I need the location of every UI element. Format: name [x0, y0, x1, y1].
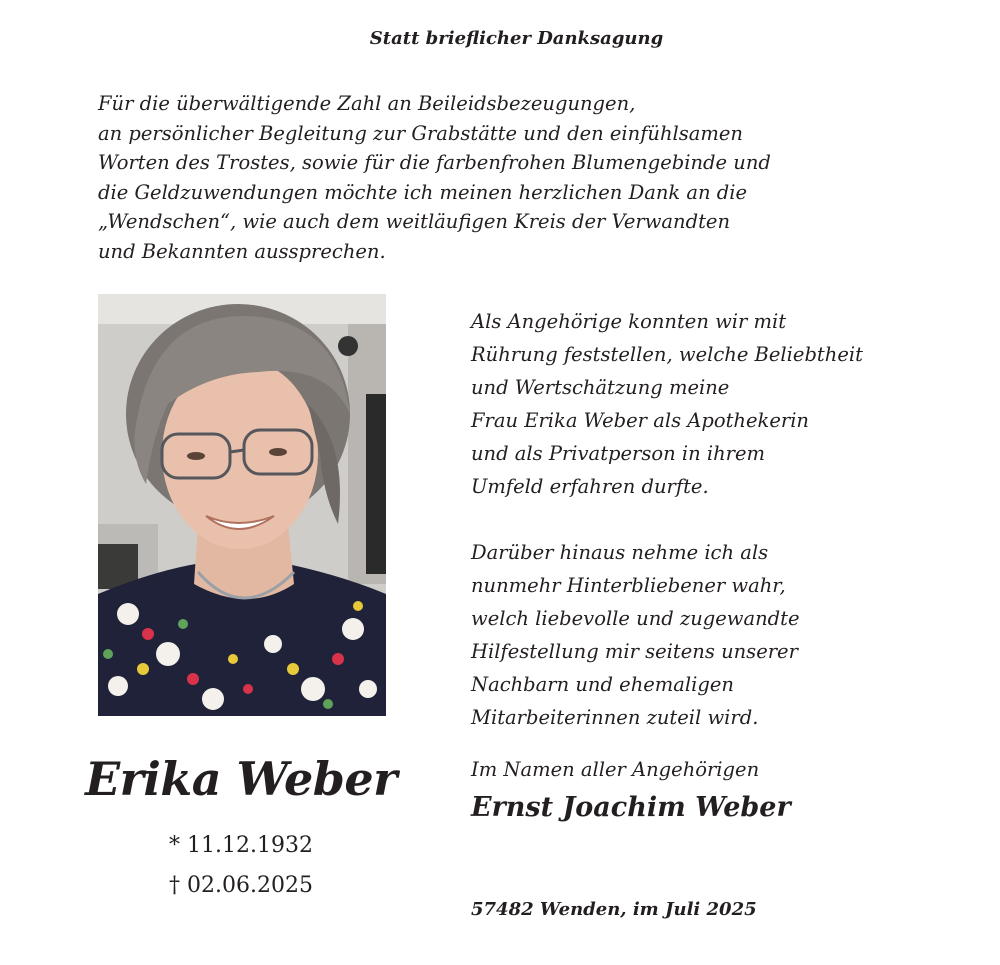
text-line: Rührung feststellen, welche Beliebtheit [471, 343, 863, 366]
intro-line: die Geldzuwendungen möchte ich meinen herzlichen Dank an die [98, 180, 748, 204]
text-line: nunmehr Hinterbliebener wahr, [471, 574, 786, 597]
text-line: Frau Erika Weber als Apothekerin [471, 409, 809, 432]
intro-line: Worten des Trostes, sowie für die farbenfrohen Blumengebinde und [98, 151, 771, 174]
intro-line: Für die überwältigende Zahl an Beileidsbezeugungen, [98, 92, 636, 115]
text-line: Mitarbeiterinnen zuteil wird. [471, 706, 759, 729]
intro-line: „Wendschen“, wie auch dem weitläufigen Kreis der Verwandten [98, 210, 731, 233]
text-line: und als Privatperson in ihrem [471, 442, 766, 465]
birth-date: * 11.12.1932 [169, 833, 313, 858]
signoff-intro: Im Namen aller Angehörigen [471, 758, 760, 781]
portrait-illustration [98, 294, 386, 716]
paragraph-gap [471, 503, 981, 536]
text-line: welch liebevolle und zugewandte [471, 607, 800, 630]
text-line: Als Angehörige konnten wir mit [471, 310, 787, 333]
notice-heading: Statt brieflicher Danksagung [369, 28, 664, 49]
text-line: Darüber hinaus nehme ich als [471, 541, 769, 564]
text-line: und Wertschätzung meine [471, 376, 730, 399]
text-line: Hilfestellung mir seitens unserer [471, 640, 798, 663]
deceased-name: Erika Weber [85, 752, 397, 806]
signoff-name: Ernst Joachim Weber [471, 792, 791, 823]
place-and-date: 57482 Wenden, im Juli 2025 [471, 899, 757, 920]
death-date: † 02.06.2025 [169, 873, 313, 898]
intro-line: an persönlicher Begleitung zur Grabstätte und den einfühlsamen [98, 121, 743, 145]
gratitude-text [471, 305, 981, 734]
text-line: Nachbarn und ehemaligen [471, 673, 734, 696]
text-line: Umfeld erfahren durfte. [471, 475, 709, 498]
intro-line: und Bekannten aussprechen. [98, 239, 386, 263]
portrait-photo [98, 294, 386, 716]
intro-paragraph [98, 89, 898, 266]
